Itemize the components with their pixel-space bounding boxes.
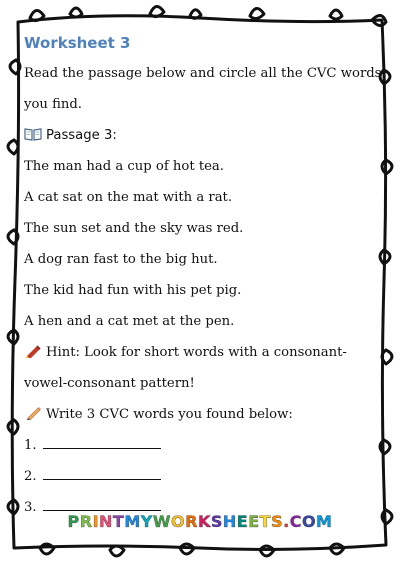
answer-blank-2[interactable] [43, 467, 161, 480]
brand-letter: R [79, 512, 93, 531]
brand-letter: M [124, 512, 141, 531]
passage-line-6: A hen and a cat met at the pen. [24, 314, 235, 329]
write-prompt: Write 3 CVC words you found below: [46, 407, 293, 422]
answer-number: 3. [24, 500, 37, 515]
answer-blank-1[interactable] [43, 436, 161, 449]
answer-blank-3[interactable] [43, 498, 161, 511]
worksheet-content [24, 28, 382, 523]
brand-letter: E [248, 512, 260, 531]
brand-letter: . [283, 512, 290, 531]
brand-letter: N [99, 512, 113, 531]
answer-number: 1. [24, 438, 37, 453]
crayon-icon [24, 344, 42, 358]
instruction-line-2: you find. [24, 97, 82, 112]
brand-logo [0, 512, 400, 531]
brand-letter: Y [140, 512, 153, 531]
brand-letter: R [185, 512, 198, 531]
brand-letter: O [301, 512, 317, 531]
instruction-line-1: Read the passage below and circle all the CVC words [24, 66, 382, 81]
passage-line-2: A cat sat on the mat with a rat. [24, 190, 233, 205]
brand-letter: H [222, 512, 237, 531]
passage-heading-row [24, 120, 369, 151]
brand-letter: I [92, 512, 100, 531]
answer-row-1 [24, 430, 369, 461]
passage-heading: Passage 3: [46, 128, 117, 143]
brand-letter: P [67, 512, 80, 531]
brand-letter: S [210, 512, 223, 531]
hint-row [24, 337, 369, 368]
brand-letter: C [289, 512, 302, 531]
brand-letter: T [112, 512, 125, 531]
passage-line-5: The kid had fun with his pet pig. [24, 283, 242, 298]
brand-letter: E [236, 512, 249, 531]
brand-letter: O [171, 512, 186, 531]
write-prompt-row [24, 399, 369, 430]
passage-line-4: A dog ran fast to the big hut. [24, 252, 218, 267]
answer-number: 2. [24, 469, 37, 484]
brand-letter: M [316, 512, 333, 531]
passage-line-3: The sun set and the sky was red. [24, 221, 244, 236]
worksheet-title: Worksheet 3 [24, 34, 131, 52]
brand-letter: W [152, 512, 172, 531]
hint-line-1: Hint: Look for short words with a consonant- [46, 345, 347, 360]
brand-letter: K [197, 512, 211, 531]
brand-letter: T [259, 512, 272, 531]
brand-letter: S [271, 512, 284, 531]
open-book-icon [24, 127, 42, 141]
hint-line-2: vowel-consonant pattern! [24, 376, 195, 391]
answer-row-2 [24, 461, 369, 492]
passage-line-1: The man had a cup of hot tea. [24, 159, 224, 174]
pencil-icon [24, 406, 42, 420]
